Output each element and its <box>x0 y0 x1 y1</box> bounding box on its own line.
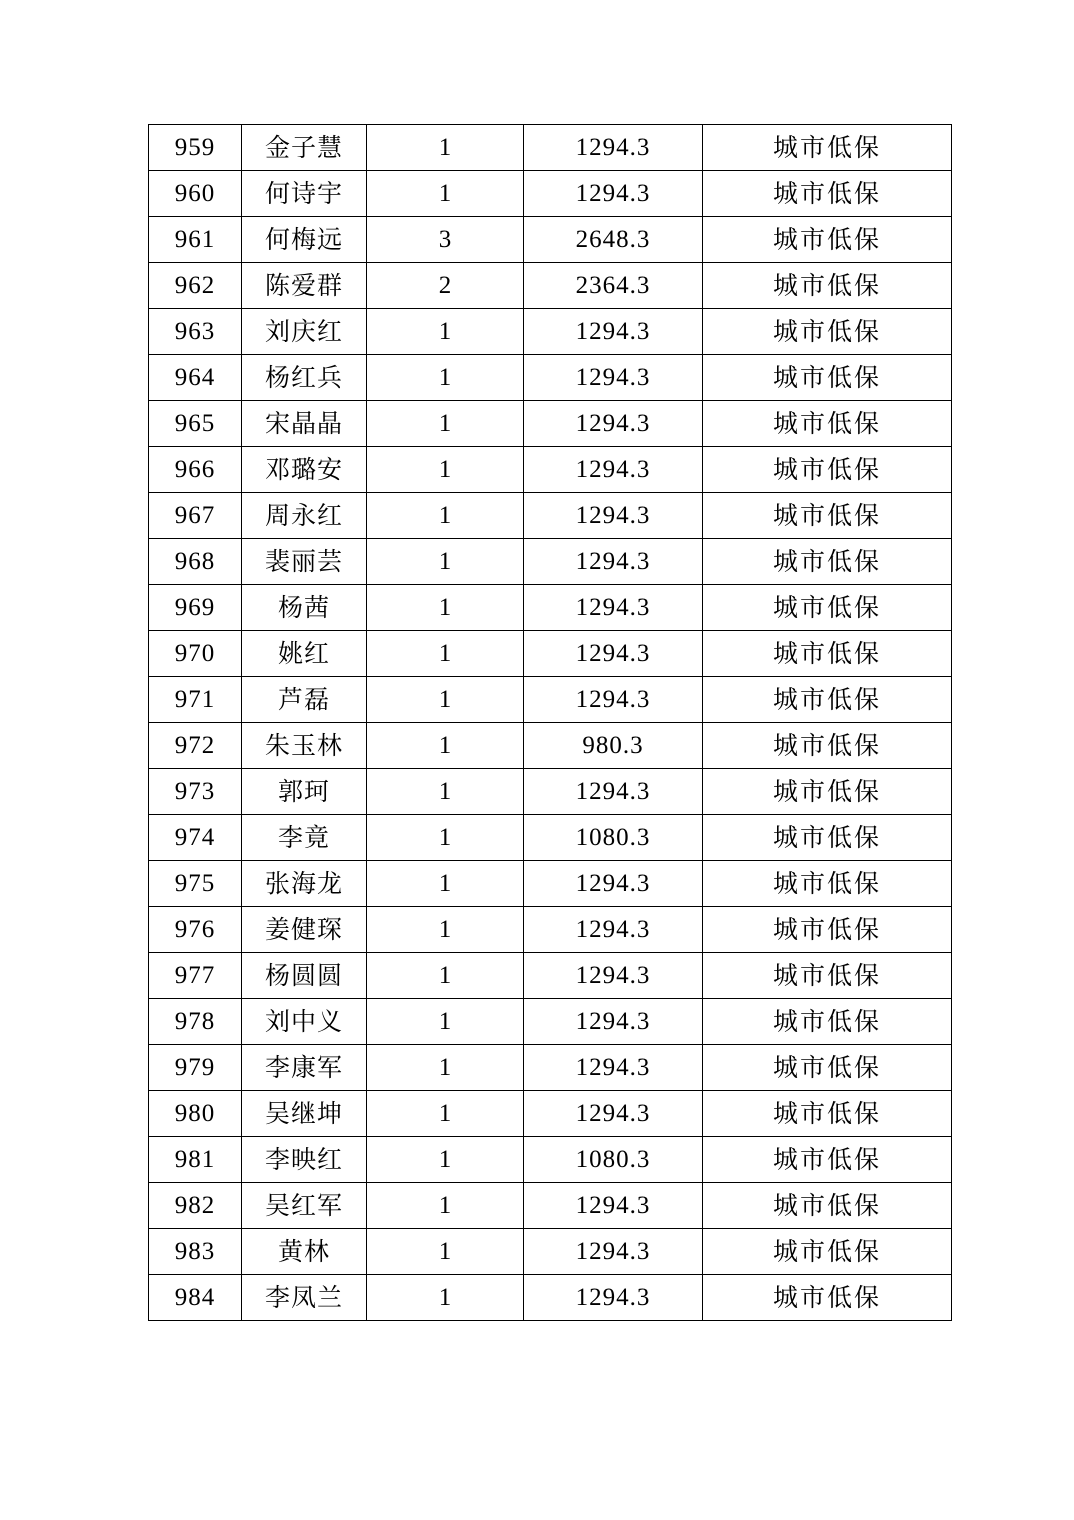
row-count: 2 <box>367 263 524 309</box>
row-amount: 1294.3 <box>524 355 703 401</box>
table-body <box>149 125 952 1321</box>
row-name: 李映红 <box>242 1137 367 1183</box>
row-count: 1 <box>367 355 524 401</box>
row-name: 刘庆红 <box>242 309 367 355</box>
row-amount: 2364.3 <box>524 263 703 309</box>
table-row <box>149 217 952 263</box>
row-amount: 1294.3 <box>524 125 703 171</box>
row-type: 城市低保 <box>703 861 952 907</box>
row-count: 1 <box>367 953 524 999</box>
row-type: 城市低保 <box>703 263 952 309</box>
row-index: 977 <box>149 953 242 999</box>
row-type: 城市低保 <box>703 953 952 999</box>
row-amount: 1294.3 <box>524 677 703 723</box>
row-index: 978 <box>149 999 242 1045</box>
row-amount: 1294.3 <box>524 1045 703 1091</box>
row-count: 1 <box>367 309 524 355</box>
row-count: 1 <box>367 723 524 769</box>
table-row <box>149 1183 952 1229</box>
row-type: 城市低保 <box>703 585 952 631</box>
row-index: 968 <box>149 539 242 585</box>
table-row <box>149 953 952 999</box>
row-amount: 1294.3 <box>524 769 703 815</box>
row-count: 1 <box>367 539 524 585</box>
row-name: 芦磊 <box>242 677 367 723</box>
row-count: 1 <box>367 1229 524 1275</box>
table-row <box>149 677 952 723</box>
table-row <box>149 907 952 953</box>
row-type: 城市低保 <box>703 309 952 355</box>
table-row <box>149 125 952 171</box>
row-amount: 1294.3 <box>524 309 703 355</box>
row-index: 982 <box>149 1183 242 1229</box>
row-name: 张海龙 <box>242 861 367 907</box>
row-type: 城市低保 <box>703 217 952 263</box>
row-type: 城市低保 <box>703 1137 952 1183</box>
row-count: 1 <box>367 1183 524 1229</box>
row-count: 3 <box>367 217 524 263</box>
row-type: 城市低保 <box>703 539 952 585</box>
row-amount: 1080.3 <box>524 1137 703 1183</box>
row-count: 1 <box>367 769 524 815</box>
row-amount: 1294.3 <box>524 861 703 907</box>
row-name: 邓璐安 <box>242 447 367 493</box>
row-name: 吴继坤 <box>242 1091 367 1137</box>
table-row <box>149 723 952 769</box>
row-type: 城市低保 <box>703 815 952 861</box>
row-index: 976 <box>149 907 242 953</box>
table-row <box>149 861 952 907</box>
row-type: 城市低保 <box>703 907 952 953</box>
table-row <box>149 769 952 815</box>
row-count: 1 <box>367 401 524 447</box>
row-name: 宋晶晶 <box>242 401 367 447</box>
row-name: 陈爱群 <box>242 263 367 309</box>
row-count: 1 <box>367 171 524 217</box>
row-type: 城市低保 <box>703 493 952 539</box>
table-row <box>149 401 952 447</box>
row-type: 城市低保 <box>703 631 952 677</box>
row-index: 972 <box>149 723 242 769</box>
row-index: 963 <box>149 309 242 355</box>
row-name: 吴红军 <box>242 1183 367 1229</box>
table-row <box>149 171 952 217</box>
row-count: 1 <box>367 999 524 1045</box>
row-count: 1 <box>367 1045 524 1091</box>
table-row <box>149 355 952 401</box>
row-name: 杨红兵 <box>242 355 367 401</box>
row-name: 郭珂 <box>242 769 367 815</box>
row-amount: 1294.3 <box>524 907 703 953</box>
row-type: 城市低保 <box>703 677 952 723</box>
table-row <box>149 539 952 585</box>
row-count: 1 <box>367 125 524 171</box>
row-index: 962 <box>149 263 242 309</box>
row-count: 1 <box>367 447 524 493</box>
row-index: 969 <box>149 585 242 631</box>
row-index: 965 <box>149 401 242 447</box>
row-amount: 1294.3 <box>524 171 703 217</box>
table-row <box>149 631 952 677</box>
row-type: 城市低保 <box>703 999 952 1045</box>
row-amount: 1294.3 <box>524 999 703 1045</box>
row-amount: 1294.3 <box>524 1183 703 1229</box>
table-row <box>149 815 952 861</box>
row-name: 黄林 <box>242 1229 367 1275</box>
row-index: 979 <box>149 1045 242 1091</box>
beneficiary-table <box>148 124 952 1321</box>
row-count: 1 <box>367 1091 524 1137</box>
row-index: 971 <box>149 677 242 723</box>
row-type: 城市低保 <box>703 723 952 769</box>
row-count: 1 <box>367 493 524 539</box>
row-type: 城市低保 <box>703 125 952 171</box>
row-name: 姜健琛 <box>242 907 367 953</box>
row-count: 1 <box>367 631 524 677</box>
row-amount: 1080.3 <box>524 815 703 861</box>
row-amount: 1294.3 <box>524 539 703 585</box>
table-row <box>149 493 952 539</box>
row-amount: 1294.3 <box>524 1229 703 1275</box>
table-container <box>148 124 926 1321</box>
table-row <box>149 263 952 309</box>
row-index: 974 <box>149 815 242 861</box>
row-type: 城市低保 <box>703 1229 952 1275</box>
row-name: 李竟 <box>242 815 367 861</box>
row-index: 961 <box>149 217 242 263</box>
row-amount: 1294.3 <box>524 1091 703 1137</box>
table-row <box>149 447 952 493</box>
row-index: 980 <box>149 1091 242 1137</box>
table-row <box>149 1275 952 1321</box>
row-amount: 1294.3 <box>524 493 703 539</box>
row-name: 李康军 <box>242 1045 367 1091</box>
row-name: 何梅远 <box>242 217 367 263</box>
row-name: 杨圆圆 <box>242 953 367 999</box>
row-amount: 1294.3 <box>524 401 703 447</box>
row-amount: 980.3 <box>524 723 703 769</box>
table-row <box>149 1229 952 1275</box>
row-index: 964 <box>149 355 242 401</box>
row-amount: 1294.3 <box>524 953 703 999</box>
row-name: 刘中义 <box>242 999 367 1045</box>
row-amount: 1294.3 <box>524 447 703 493</box>
row-amount: 2648.3 <box>524 217 703 263</box>
table-row <box>149 1091 952 1137</box>
row-type: 城市低保 <box>703 171 952 217</box>
row-count: 1 <box>367 677 524 723</box>
row-count: 1 <box>367 815 524 861</box>
row-type: 城市低保 <box>703 447 952 493</box>
row-amount: 1294.3 <box>524 631 703 677</box>
row-name: 何诗宇 <box>242 171 367 217</box>
row-index: 973 <box>149 769 242 815</box>
row-type: 城市低保 <box>703 1275 952 1321</box>
table-row <box>149 999 952 1045</box>
row-count: 1 <box>367 585 524 631</box>
row-index: 960 <box>149 171 242 217</box>
row-name: 周永红 <box>242 493 367 539</box>
row-type: 城市低保 <box>703 355 952 401</box>
row-name: 杨茜 <box>242 585 367 631</box>
row-type: 城市低保 <box>703 1183 952 1229</box>
row-index: 984 <box>149 1275 242 1321</box>
row-type: 城市低保 <box>703 1091 952 1137</box>
row-name: 姚红 <box>242 631 367 677</box>
row-name: 李凤兰 <box>242 1275 367 1321</box>
table-row <box>149 1137 952 1183</box>
row-index: 983 <box>149 1229 242 1275</box>
row-count: 1 <box>367 1137 524 1183</box>
table-row <box>149 1045 952 1091</box>
row-count: 1 <box>367 1275 524 1321</box>
row-index: 970 <box>149 631 242 677</box>
row-index: 975 <box>149 861 242 907</box>
row-type: 城市低保 <box>703 769 952 815</box>
table-row <box>149 585 952 631</box>
row-type: 城市低保 <box>703 1045 952 1091</box>
row-name: 金子慧 <box>242 125 367 171</box>
row-index: 966 <box>149 447 242 493</box>
row-index: 959 <box>149 125 242 171</box>
table-row <box>149 309 952 355</box>
row-type: 城市低保 <box>703 401 952 447</box>
row-count: 1 <box>367 907 524 953</box>
row-count: 1 <box>367 861 524 907</box>
row-amount: 1294.3 <box>524 1275 703 1321</box>
row-index: 981 <box>149 1137 242 1183</box>
row-index: 967 <box>149 493 242 539</box>
row-name: 裴丽芸 <box>242 539 367 585</box>
row-amount: 1294.3 <box>524 585 703 631</box>
row-name: 朱玉林 <box>242 723 367 769</box>
